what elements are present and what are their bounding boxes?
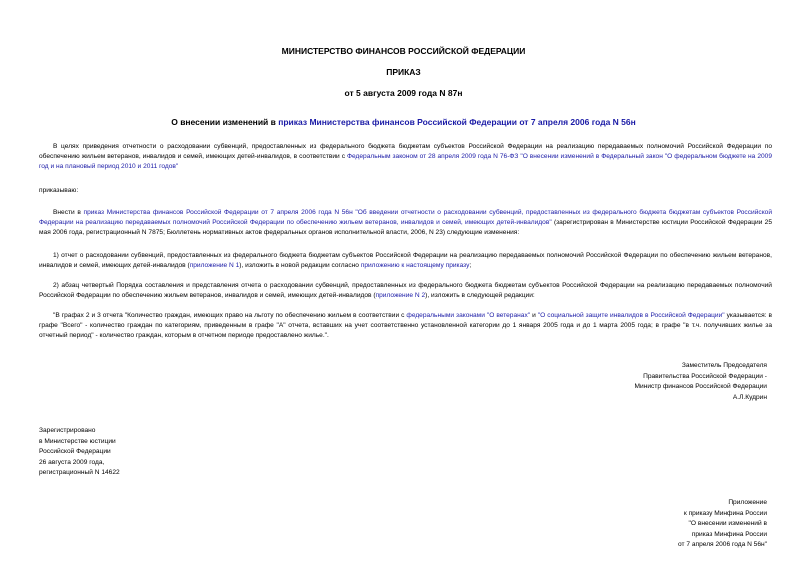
registration-line-4: 26 августа 2009 года, (39, 458, 105, 466)
registration-line-5: регистрационный N 14622 (39, 469, 120, 476)
registration-block (39, 426, 120, 479)
item2-text-1: 2) абзац четвертый Порядка составления и представления отчета о расходовании субвенций, предоставленных из федерального бюджета бюджетам субъектов Российской Федерации на реализацию передаваемых полномочий Российской Федерации по обеспечению жильем ветеранов, инвалидов и семей, имеющих детей-инвалидов ( (39, 282, 772, 299)
quote-text-1: "В графах 2 и 3 отчета "Количество граждан, имеющих право на льготу по обеспечению жильем в соответствии с (53, 312, 407, 319)
appendix-2-link[interactable]: приложение N 2 (375, 292, 426, 299)
quoted-text (39, 311, 772, 341)
amendments-text-1: Внести в (53, 209, 84, 216)
registration-line-3: Российской Федерации (39, 448, 111, 455)
registration-line-2: в Министерстве юстиции (39, 437, 116, 445)
appendix-block (678, 498, 767, 551)
item1-text-1: 1) отчет о расходовании субвенций, предоставленных из федерального бюджета бюджетам субъектов Российской Федерации на реализацию передаваемых полномочий Российской Федерации по обеспечению жильем ветеранов, инвалидов и семей, имеющих детей-инвалидов ( (39, 252, 772, 269)
item2-text-2: ), изложить в следующей редакции: (425, 292, 535, 299)
paragraph-amendments (39, 208, 772, 238)
appendix-line-5: от 7 апреля 2006 года N 56н" (677, 541, 767, 548)
signature-line-3: Министр финансов Российской Федерации (634, 383, 767, 390)
order-56n-link[interactable]: приказ Министерства финансов Российской Федерации от 7 апреля 2006 года N 56н "Об введении отчетности о расходовании субвенций, предоставленных из федерального бюджета бюджетам субъектов Российской Федерации на реализацию передаваемых полномочий Российской Федерации по обеспечению жильем ветеранов, инвалидов и семей, имеющих детей-инвалидов" (39, 209, 772, 226)
title-prefix: О внесении изменений в (171, 117, 279, 127)
appendix-line-2: к приказу Минфина России (683, 509, 767, 517)
signature-block (635, 361, 767, 403)
preamble-text: В целях приведения отчетности о расходовании субвенций, предоставленных из федерального бюджета бюджетам субъектов Российской Федерации на реализацию передаваемых полномочий Российской Федерации по обеспечению жильем ветеранов, инвалидов и семей, имеющих детей-инвалидов, в соответствии с (39, 143, 772, 160)
signature-name: А.Л.Кудрин (732, 393, 767, 401)
item1-text-3: ; (469, 262, 472, 269)
item1-text-2: ), изложить в новой редакции согласно (239, 262, 361, 269)
appendix-line-4: приказ Минфина России (691, 530, 767, 538)
veterans-law-link[interactable]: федеральными законами "О ветеранах" (406, 312, 531, 319)
title-order-link[interactable]: приказ Министерства финансов Российской Федерации от 7 апреля 2006 года N 56н (278, 117, 636, 127)
disabled-protection-law-link[interactable]: "О социальной защите инвалидов в Российской Федерации" (537, 312, 725, 319)
signature-line-1: Заместитель Председателя (681, 362, 767, 369)
signature-line-2: Правительства Российской Федерации - (643, 372, 767, 380)
paragraph-preamble (39, 142, 772, 172)
appendix-to-order-link[interactable]: приложению к настоящему приказу (360, 262, 470, 269)
appendix-line-3: "О внесении изменений в (688, 520, 767, 527)
quote-text-3: указывается: в графе "Всего" - количество граждан по категориям, приведенным в графе "А" отчета, вставших на учет соответственно установленной категории до 1 января 2005 года и до 1 марта 2005 года; в графе "в т.ч. получивших жилье за отчетный период" - количество граждан, которым в отчетном периоде предоставлено жилье.". (39, 312, 772, 339)
item-1 (39, 251, 772, 271)
item-2 (39, 281, 772, 301)
document-title (0, 117, 807, 127)
document-type-heading: ПРИКАЗ (386, 67, 421, 77)
date-number-heading: от 5 августа 2009 года N 87н (344, 88, 463, 98)
appendix-1-link[interactable]: приложение N 1 (189, 262, 240, 269)
quote-text-2: и (530, 312, 538, 319)
orders-line: приказываю: (39, 187, 79, 194)
registration-line-1: Зарегистрировано (39, 427, 96, 434)
appendix-line-1: Приложение (728, 499, 767, 506)
ministry-heading: МИНИСТЕРСТВО ФИНАНСОВ РОССИЙСКОЙ ФЕДЕРАЦИИ (281, 46, 526, 56)
amendments-text-2: (зарегистрирован в Министерстве юстиции Российской Федерации 25 мая 2006 года, регистрационный N 7875; Бюллетень нормативных актов федеральных органов исполнительной власти, 2006, N 23) следующие изменения: (39, 219, 773, 236)
federal-law-link[interactable]: Федеральным законом от 28 апреля 2009 года N 76-ФЗ "О внесении изменений в Федеральный закон "О федеральном бюджете на 2009 год и на плановый период 2010 и 2011 годов" (39, 153, 772, 170)
